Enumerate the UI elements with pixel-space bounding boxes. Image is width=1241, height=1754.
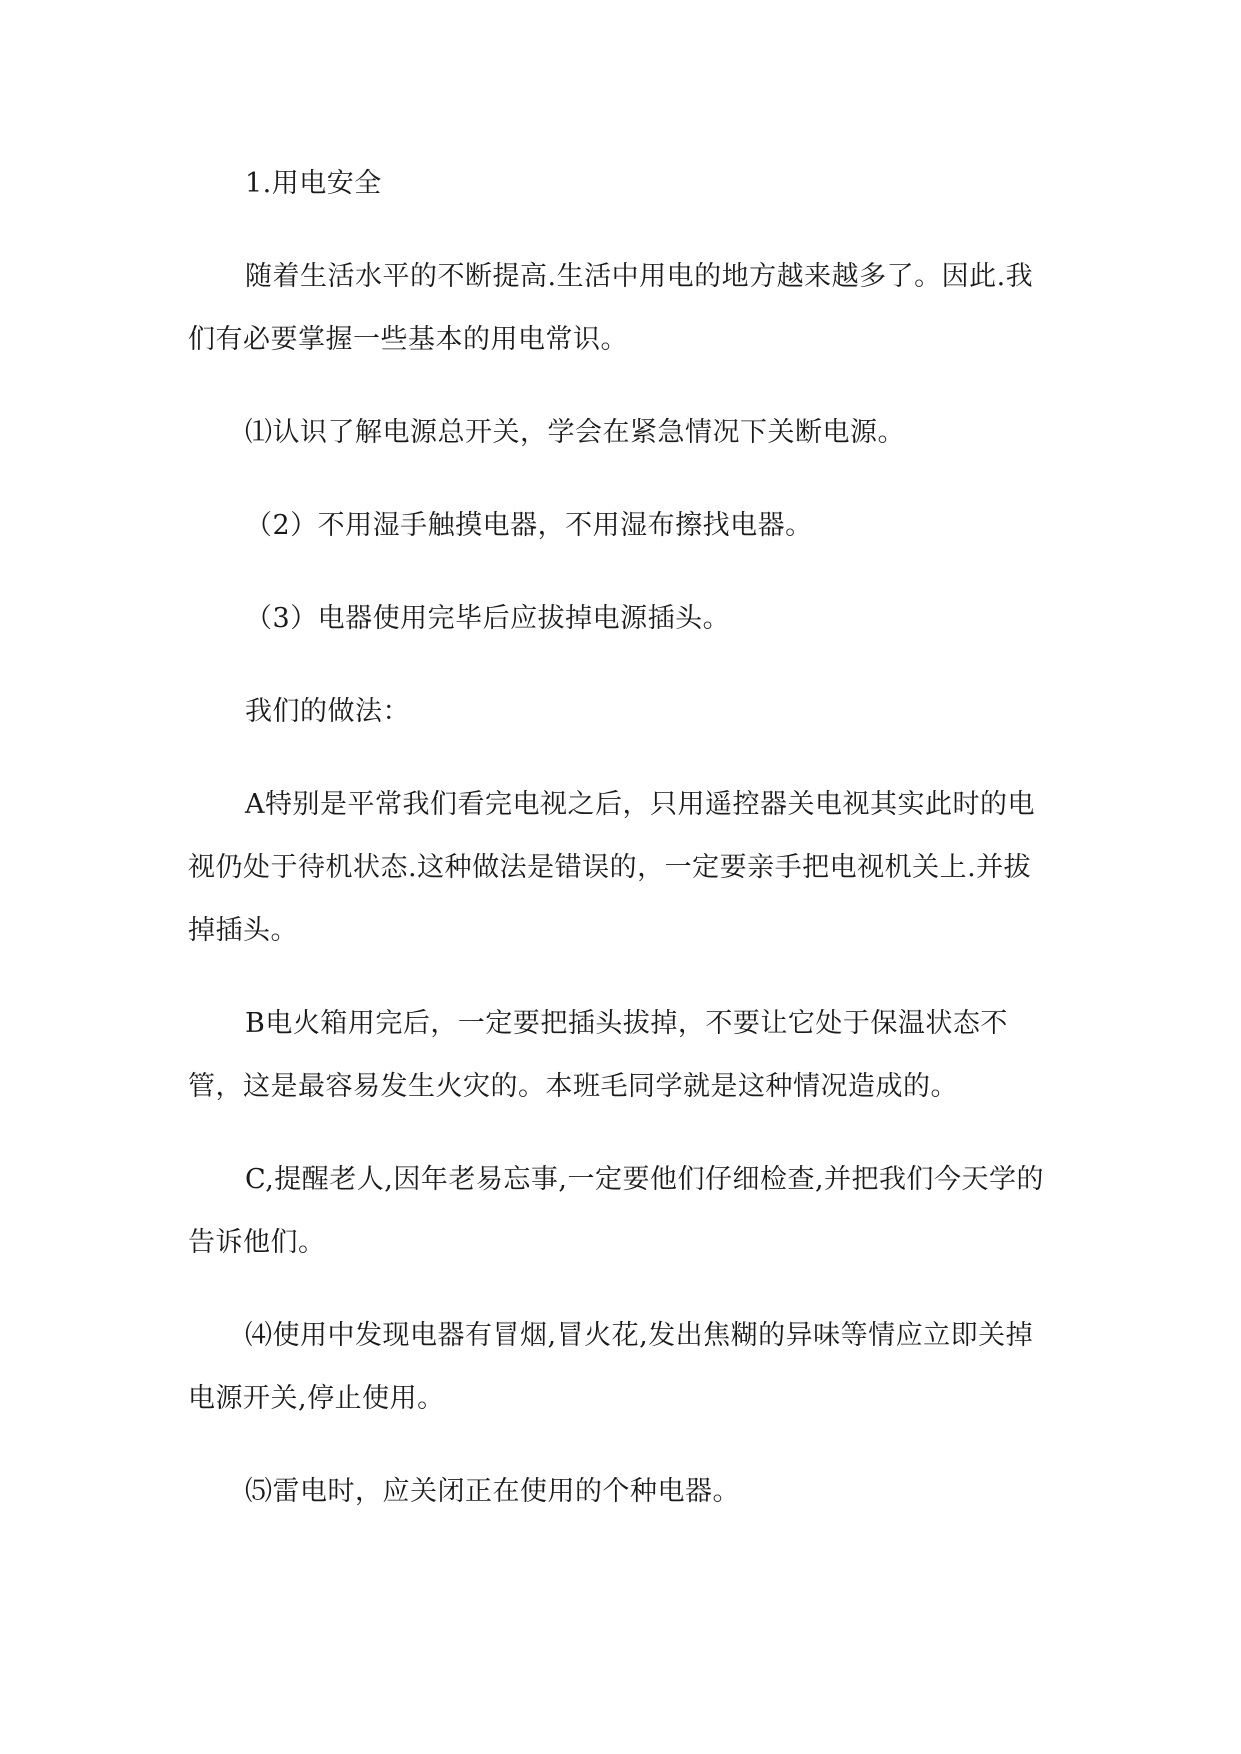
paragraph-practice-b: B电火箱用完后，一定要把插头拔掉，不要让它处于保温状态不管，这是最容易发生火灾的。本班毛同学就是这种情况造成的。: [188, 1008, 1008, 1102]
paragraph-our-practice: 我们的做法：: [245, 696, 410, 727]
paragraph-item-1: ⑴认识了解电源总开关，学会在紧急情况下关断电源。: [245, 417, 905, 448]
paragraph-item-4: ⑷使用中发现电器有冒烟,冒火花,发出焦糊的异味等情应立即关掉电源开关,停止使用。: [188, 1320, 1034, 1414]
paragraph-item-2: （2）不用湿手触摸电器，不用湿布擦找电器。: [245, 510, 813, 541]
paragraph-item-3: （3）电器使用完毕后应拔掉电源插头。: [245, 603, 731, 634]
document-body: [188, 152, 1058, 1553]
paragraph-item-5: ⑸雷电时，应关闭正在使用的个种电器。: [245, 1476, 740, 1507]
paragraph-practice-a: A特别是平常我们看完电视之后，只用遥控器关电视其实此时的电视仍处于待机状态.这种做法是错误的，一定要亲手把电视机关上.并拔掉插头。: [188, 789, 1035, 946]
section-heading: 1.用电安全: [245, 168, 382, 199]
paragraph-practice-c: C,提醒老人,因年老易忘事,一定要他们仔细检查,并把我们今天学的告诉他们。: [188, 1164, 1045, 1258]
paragraph-intro: 随着生活水平的不断提高.生活中用电的地方越来越多了。因此.我们有必要掌握一些基本的用电常识。: [188, 261, 1034, 355]
